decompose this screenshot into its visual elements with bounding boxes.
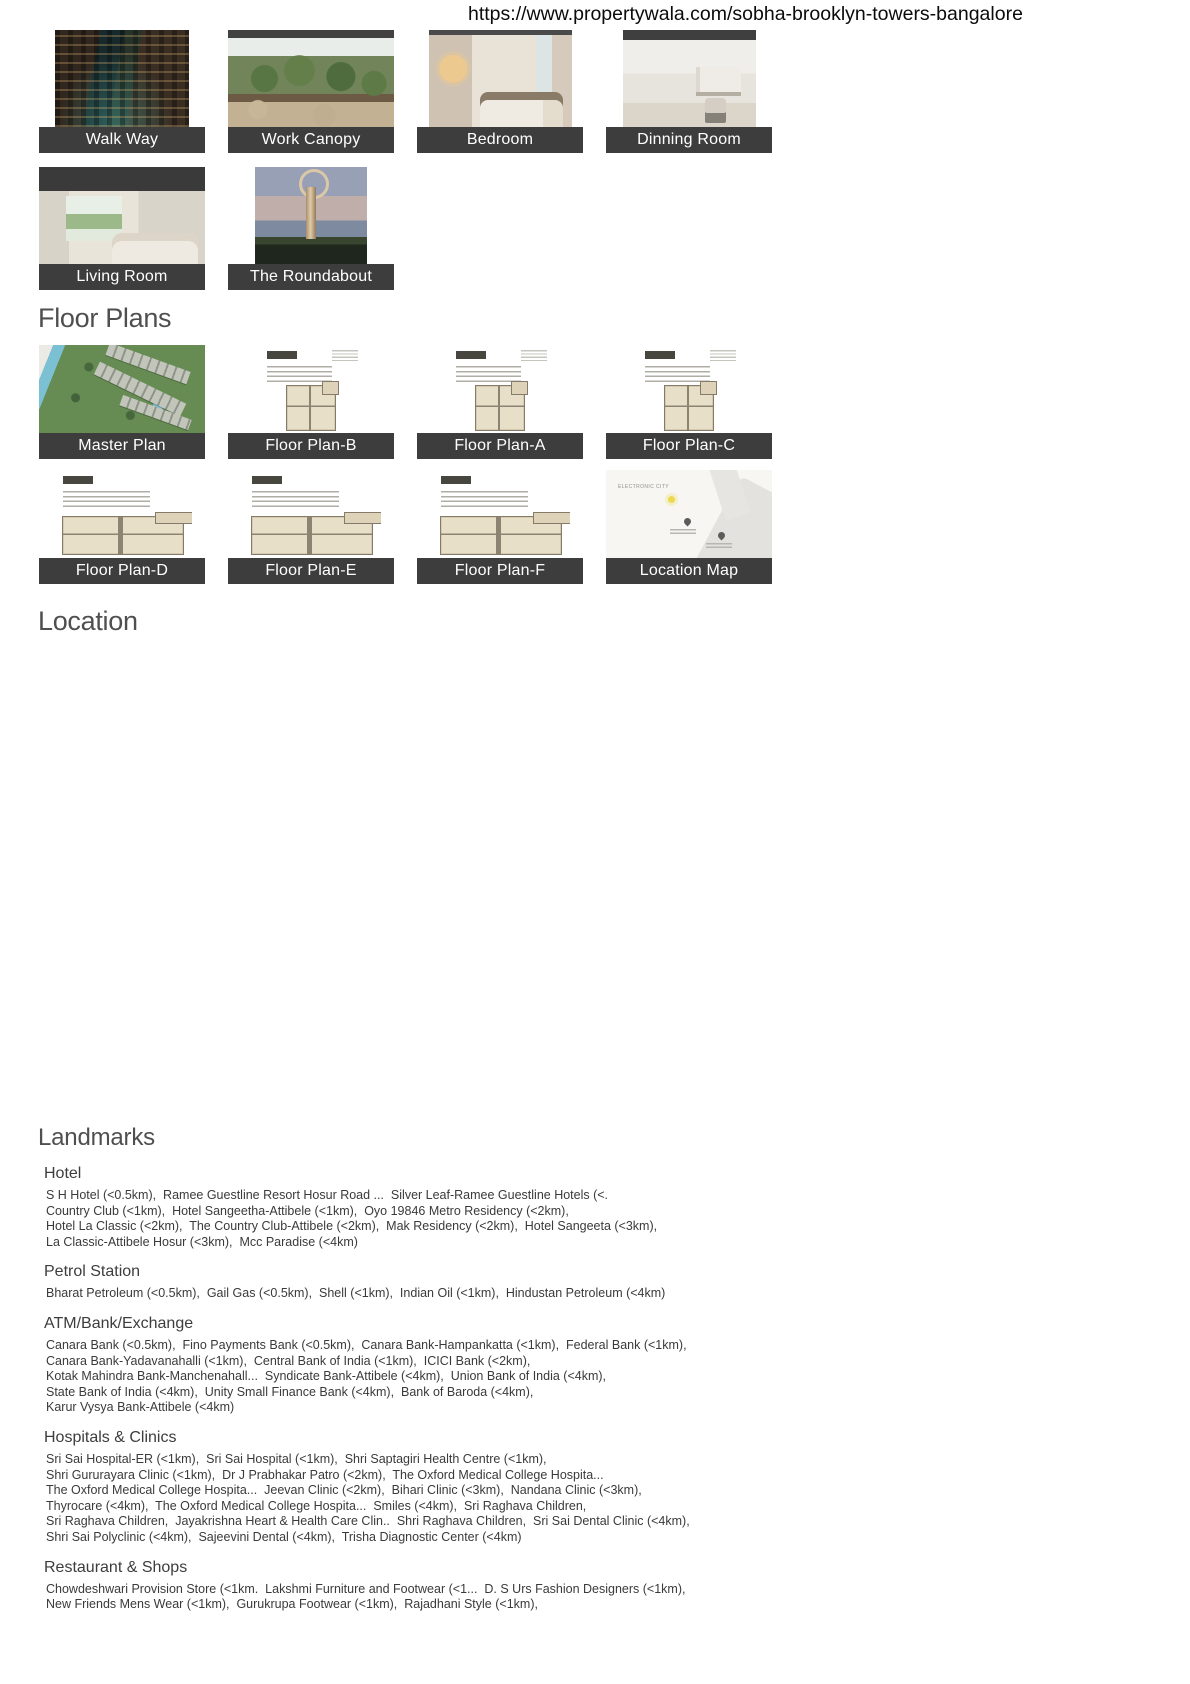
walk-way-photo <box>55 30 189 127</box>
floor-plan-caption: Master Plan <box>39 433 205 459</box>
plan-meta-text-block <box>710 350 736 361</box>
plan-spec-text-block <box>645 366 709 382</box>
landmark-category-restaurant-shops: Restaurant & Shops <box>44 1558 188 1576</box>
floor-plan-caption: Floor Plan-C <box>606 433 772 459</box>
gallery-caption: Work Canopy <box>228 127 394 153</box>
floor-plan-caption: Location Map <box>606 558 772 584</box>
gallery-item-walk-way[interactable] <box>39 30 205 153</box>
bedroom-photo <box>429 30 572 127</box>
chair-shape <box>705 98 726 123</box>
landmark-category-hospitals-clinics: Hospitals & Clinics <box>44 1428 177 1446</box>
floor-plan-item-master-plan[interactable] <box>39 345 205 459</box>
location-map-image <box>606 470 772 558</box>
plan-spec-text-block <box>252 491 339 507</box>
landmark-line: Hotel La Classic (<2km), The Country Club-Attibele (<2km), Mak Residency (<2km), Hotel Sangeeta (<3km), <box>46 1219 658 1234</box>
floor-plan-caption: Floor Plan-D <box>39 558 205 584</box>
landmarks-section <box>38 1124 1168 1613</box>
gallery-item-bedroom[interactable] <box>417 30 583 153</box>
floor-plan-item-d[interactable] <box>39 470 205 584</box>
map-pin-label-text <box>706 542 732 548</box>
plan-drawing <box>251 516 373 555</box>
map-pin-label-text <box>670 528 696 534</box>
floor-plan-e-image <box>241 470 381 558</box>
gallery-item-work-canopy[interactable] <box>228 30 394 153</box>
landmark-line: La Classic-Attibele Hosur (<3km), Mcc Paradise (<4km) <box>46 1234 358 1249</box>
plan-logo-block <box>267 351 297 359</box>
landmark-line: Bharat Petroleum (<0.5km), Gail Gas (<0.5km), Shell (<1km), Indian Oil (<1km), Hindustan Petroleum (<4km) <box>46 1286 666 1301</box>
plan-logo-block <box>645 351 675 359</box>
plan-drawing <box>475 385 525 431</box>
floor-plan-item-location-map[interactable] <box>606 470 772 584</box>
gallery-item-roundabout[interactable] <box>228 167 394 290</box>
floor-plan-caption: Floor Plan-B <box>228 433 394 459</box>
location-heading: Location <box>38 606 138 636</box>
landmark-category-petrol-station: Petrol Station <box>44 1263 141 1281</box>
plan-meta-text-block <box>332 350 358 361</box>
plan-spec-text-block <box>441 491 528 507</box>
landmarks-heading: Landmarks <box>38 1124 155 1151</box>
floor-plan-item-c[interactable] <box>606 345 772 459</box>
floor-plan-caption: Floor Plan-F <box>417 558 583 584</box>
landmark-line: Country Club (<1km), Hotel Sangeetha-Attibele (<1km), Oyo 19846 Metro Residency (<2km), <box>46 1203 569 1218</box>
landmark-category-atm-bank-exchange: ATM/Bank/Exchange <box>44 1314 194 1332</box>
plan-spec-text-block <box>267 366 331 382</box>
plan-drawing <box>664 385 714 431</box>
landmark-line: Shri Sai Polyclinic (<4km), Sajeevini Dental (<4km), Trisha Diagnostic Center (<4km) <box>46 1529 522 1544</box>
tower-column-shape <box>306 187 316 239</box>
floor-plan-item-b[interactable] <box>228 345 394 459</box>
living-room-photo <box>39 167 205 264</box>
plan-logo-block <box>441 476 471 484</box>
sofa-shape <box>112 233 198 264</box>
map-property-marker <box>668 496 675 503</box>
plan-spec-text-block <box>456 366 520 382</box>
gallery-caption: Walk Way <box>39 127 205 153</box>
landmark-line: Canara Bank (<0.5km), Fino Payments Bank (<0.5km), Canara Bank-Hampankatta (<1km), Federal Bank (<1km), <box>46 1337 687 1352</box>
floor-plan-caption: Floor Plan-A <box>417 433 583 459</box>
plan-drawing <box>440 516 562 555</box>
plan-logo-block <box>252 476 282 484</box>
landmark-line: Sri Sai Hospital-ER (<1km), Sri Sai Hospital (<1km), Shri Saptagiri Health Centre (<1km), <box>46 1451 547 1466</box>
plan-meta-text-block <box>521 350 547 361</box>
landmark-line: S H Hotel (<0.5km), Ramee Guestline Resort Hosur Road ... Silver Leaf-Ramee Guestline Hotels (<. <box>46 1188 609 1202</box>
gallery-caption: Dinning Room <box>606 127 772 153</box>
landmark-line: Thyrocare (<4km), The Oxford Medical College Hospita... Smiles (<4km), Sri Raghava Children, <box>46 1498 587 1513</box>
landmark-line: Sri Raghava Children, Jayakrishna Heart & Health Care Clin.. Shri Raghava Children, Sri Sai Dental Clinic (<4km), <box>46 1514 690 1529</box>
floor-plan-c-image <box>637 345 741 433</box>
gallery-item-living-room[interactable] <box>39 167 205 290</box>
plan-spec-text-block <box>63 491 150 507</box>
landmark-line: Canara Bank-Yadavanahalli (<1km), Central Bank of India (<1km), ICICI Bank (<2km), <box>46 1353 531 1368</box>
floor-plans-heading: Floor Plans <box>38 303 172 333</box>
balcony-shape <box>66 196 122 241</box>
kitchen-counter-shape <box>696 67 741 96</box>
print-url-header: https://www.propertywala.com/sobha-brooklyn-towers-bangalore <box>468 3 1023 25</box>
master-plan-image <box>39 345 205 433</box>
floor-plan-a-image <box>448 345 552 433</box>
landmark-category-hotel: Hotel <box>44 1165 82 1182</box>
floor-plan-f-image <box>430 470 570 558</box>
landmark-line: Karur Vysya Bank-Attibele (<4km) <box>46 1400 235 1415</box>
plan-logo-block <box>456 351 486 359</box>
plan-logo-block <box>63 476 93 484</box>
floor-plan-item-e[interactable] <box>228 470 394 584</box>
gallery-caption: Bedroom <box>417 127 583 153</box>
floor-plan-b-image <box>259 345 363 433</box>
landmark-line: Kotak Mahindra Bank-Manchenahall... Syndicate Bank-Attibele (<4km), Union Bank of India (<4km), <box>46 1369 607 1384</box>
plan-drawing <box>62 516 184 555</box>
map-pin-icon <box>683 517 693 527</box>
gallery-caption: The Roundabout <box>228 264 394 290</box>
plan-drawing <box>286 385 336 431</box>
dinning-room-photo <box>623 30 756 127</box>
landmark-line: Chowdeshwari Provision Store (<1km. Lakshmi Furniture and Footwear (<1... D. S Urs Fashion Designers (<1km), <box>46 1581 686 1596</box>
floor-plan-item-a[interactable] <box>417 345 583 459</box>
bed-shape <box>480 92 563 127</box>
floor-plan-item-f[interactable] <box>417 470 583 584</box>
landmark-line: Shri Gururayara Clinic (<1km), Dr J Prabhakar Patro (<2km), The Oxford Medical College Hospita... <box>46 1467 604 1482</box>
gallery-caption: Living Room <box>39 264 205 290</box>
roundabout-photo <box>255 167 367 264</box>
floor-plan-d-image <box>52 470 192 558</box>
work-canopy-photo <box>228 30 394 127</box>
landmark-line: The Oxford Medical College Hospita... Jeevan Clinic (<2km), Bihari Clinic (<3km), Nandana Clinic (<3km), <box>46 1483 642 1498</box>
landmark-line: State Bank of India (<4km), Unity Small Finance Bank (<4km), Bank of Baroda (<4km), <box>46 1384 534 1399</box>
floor-plan-caption: Floor Plan-E <box>228 558 394 584</box>
gallery-item-dinning-room[interactable] <box>606 30 772 153</box>
landmark-line: New Friends Mens Wear (<1km), Gurukrupa Footwear (<1km), Rajadhani Style (<1km), <box>46 1597 538 1612</box>
map-area-label: ELECTRONIC CITY <box>618 484 670 490</box>
